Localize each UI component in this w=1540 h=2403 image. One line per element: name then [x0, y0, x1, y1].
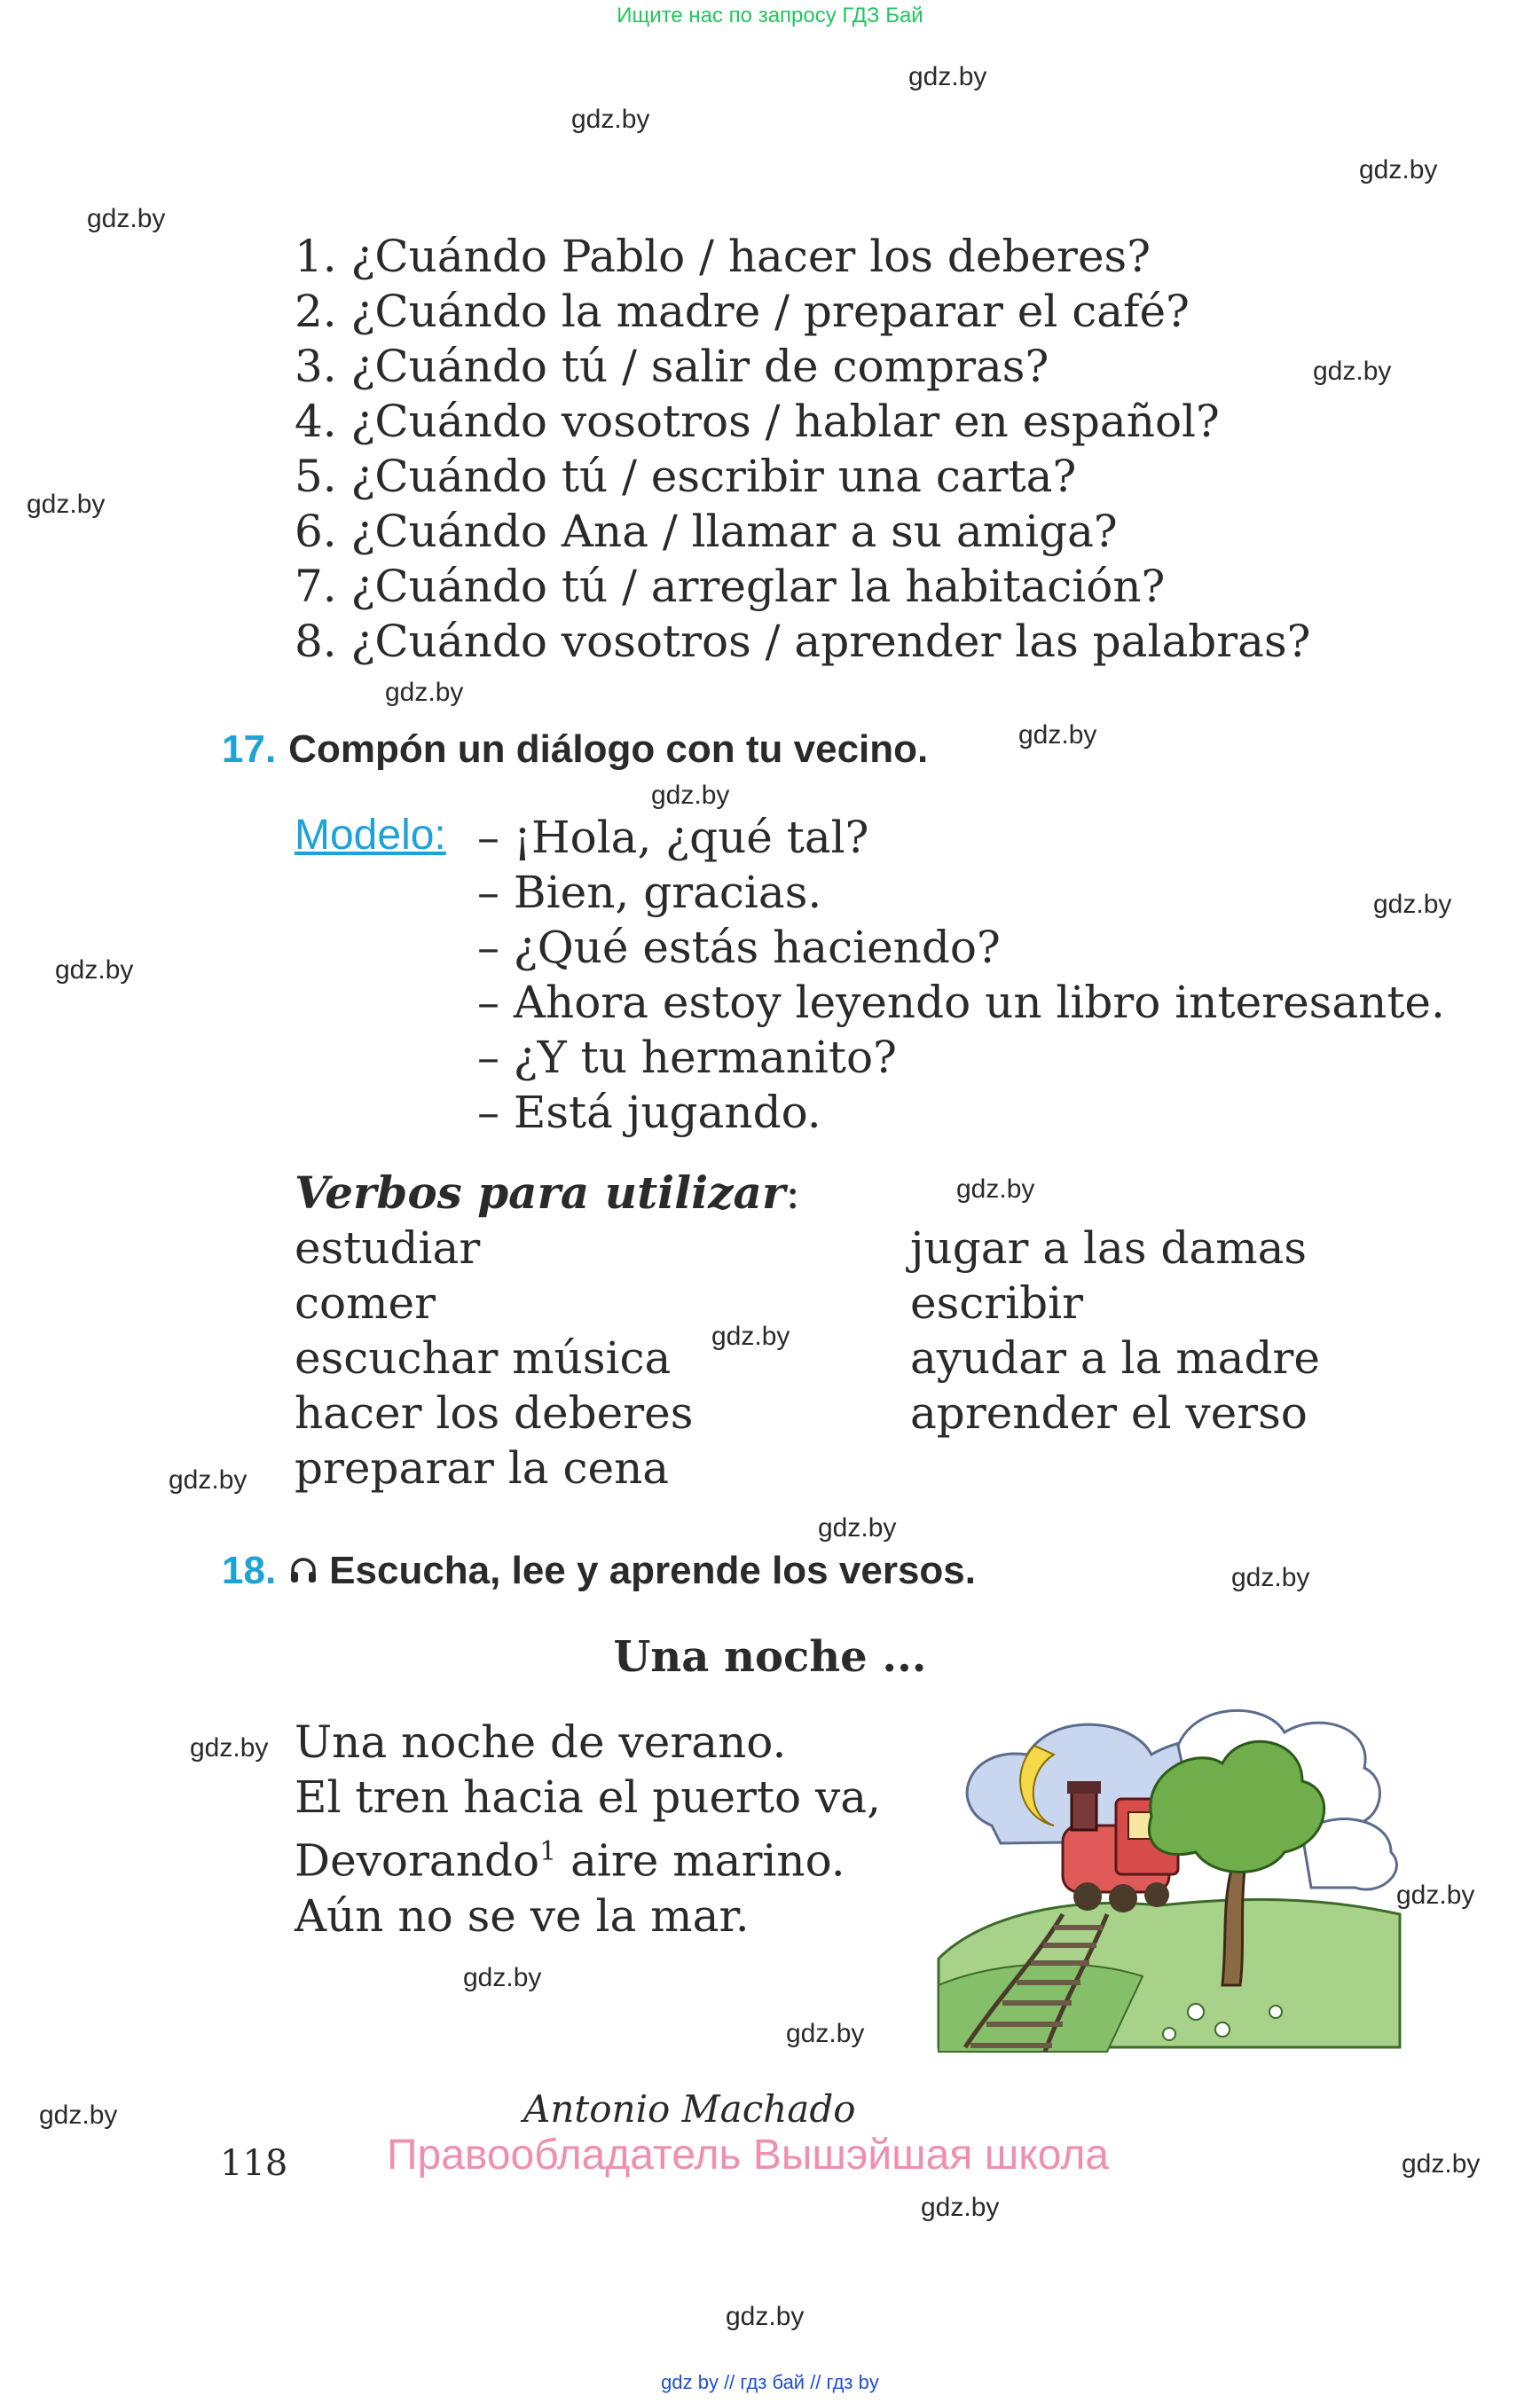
dialogue-line: – ¿Qué estás haciendo?	[477, 922, 1001, 973]
dialogue-line: – ¡Hola, ¿qué tal?	[477, 812, 869, 863]
watermark: gdz.by	[1396, 1881, 1475, 1910]
dialogue-line: – Está jugando.	[477, 1087, 821, 1138]
verb-item: aprender el verso	[910, 1387, 1308, 1439]
question-item: 8. ¿Cuándo vosotros / aprender las palabras?	[295, 616, 1311, 667]
verb-item: preparar la cena	[295, 1442, 670, 1494]
exercise-title: Compón un diálogo con tu vecino.	[288, 727, 929, 771]
watermark: gdz.by	[1231, 1563, 1310, 1592]
watermark: gdz.by	[921, 2193, 1000, 2222]
question-item: 1. ¿Cuándo Pablo / hacer los deberes?	[295, 231, 1151, 282]
headphones-icon[interactable]	[288, 1551, 318, 1595]
poem-line: Aún no se ve la mar.	[295, 1889, 750, 1942]
verb-item: escribir	[910, 1277, 1084, 1329]
watermark: gdz.by	[651, 781, 730, 810]
dialogue-line: – ¿Y tu hermanito?	[477, 1032, 897, 1083]
watermark: gdz.by	[908, 62, 987, 91]
watermark: gdz.by	[1359, 155, 1438, 185]
question-item: 7. ¿Cuándo tú / arreglar la habitación?	[295, 561, 1166, 612]
verb-item: ayudar a la madre	[910, 1332, 1320, 1384]
watermark: gdz.by	[571, 105, 650, 134]
page-number: 118	[220, 2143, 288, 2184]
watermark: gdz.by	[39, 2101, 118, 2130]
copyright-notice: Правообладатель Вышэйшая школа	[387, 2132, 1110, 2179]
watermark: gdz.by	[1402, 2149, 1481, 2179]
watermark: gdz.by	[87, 204, 166, 233]
question-item: 2. ¿Cuándo la madre / preparar el café?	[295, 286, 1190, 337]
verbs-heading-text: Verbos para utilizar	[295, 1166, 786, 1219]
verbs-right-column	[910, 1221, 1320, 1441]
watermark: gdz.by	[463, 1963, 542, 1992]
watermark: gdz.by	[711, 1322, 790, 1351]
poem-title: Una noche ...	[613, 1632, 927, 1682]
question-list	[295, 229, 1310, 669]
watermark: gdz.by	[385, 678, 464, 707]
watermark: gdz.by	[169, 1465, 248, 1495]
dialogue-line: – Bien, gracias.	[477, 867, 822, 918]
exercise-title: Escucha, lee y aprende los versos.	[329, 1549, 976, 1592]
poem-line: Una noche de verano.	[295, 1716, 787, 1768]
watermark: gdz.by	[1313, 357, 1392, 386]
poem-line: El tren hacia el puerto va,	[295, 1771, 881, 1823]
question-item: 3. ¿Cuándo tú / salir de compras?	[295, 341, 1049, 392]
exercise-18-heading	[222, 1549, 976, 1595]
train-illustration	[930, 1692, 1409, 2061]
verbs-left-column	[295, 1221, 693, 1496]
poem-line	[295, 1825, 881, 1889]
exercise-number: 17.	[222, 727, 277, 771]
footnote-mark: 1	[539, 1836, 557, 1867]
verb-item: estudiar	[295, 1222, 481, 1274]
watermark: gdz.by	[818, 1513, 897, 1543]
model-label: Modelo:	[295, 812, 446, 859]
watermark: gdz.by	[55, 955, 134, 985]
top-banner: Ищите нас по запросу ГДЗ Бай	[617, 4, 923, 27]
dialogue-line: – Ahora estoy leyendo un libro interesante.	[477, 977, 1445, 1028]
watermark: gdz.by	[190, 1733, 269, 1763]
bottom-banner: gdz by // гдз бай // гдз by	[661, 2371, 879, 2393]
verb-item: hacer los deberes	[295, 1387, 694, 1439]
watermark: gdz.by	[726, 2302, 805, 2331]
watermark: gdz.by	[27, 490, 106, 519]
question-item: 4. ¿Cuándo vosotros / hablar en español?	[295, 396, 1220, 447]
verb-item: comer	[295, 1277, 436, 1329]
watermark: gdz.by	[956, 1174, 1035, 1204]
verbs-heading-colon: :	[785, 1167, 801, 1219]
exercise-number: 18.	[222, 1549, 277, 1592]
poem-line-part: aire marino.	[570, 1834, 845, 1887]
poem	[295, 1715, 881, 1944]
dialogue	[477, 810, 1445, 1140]
verb-item: escuchar música	[295, 1332, 672, 1384]
verb-item: jugar a las damas	[910, 1222, 1308, 1274]
poem-line-part: Devorando	[295, 1834, 540, 1887]
watermark: gdz.by	[786, 2019, 865, 2048]
watermark: gdz.by	[1018, 720, 1097, 750]
verbs-heading	[295, 1166, 800, 1221]
watermark: gdz.by	[1373, 890, 1452, 919]
question-item: 6. ¿Cuándo Ana / llamar a su amiga?	[295, 506, 1118, 557]
exercise-17-heading	[222, 727, 928, 772]
poem-author: Antonio Machado	[523, 2087, 856, 2131]
question-item: 5. ¿Cuándo tú / escribir una carta?	[295, 451, 1077, 502]
